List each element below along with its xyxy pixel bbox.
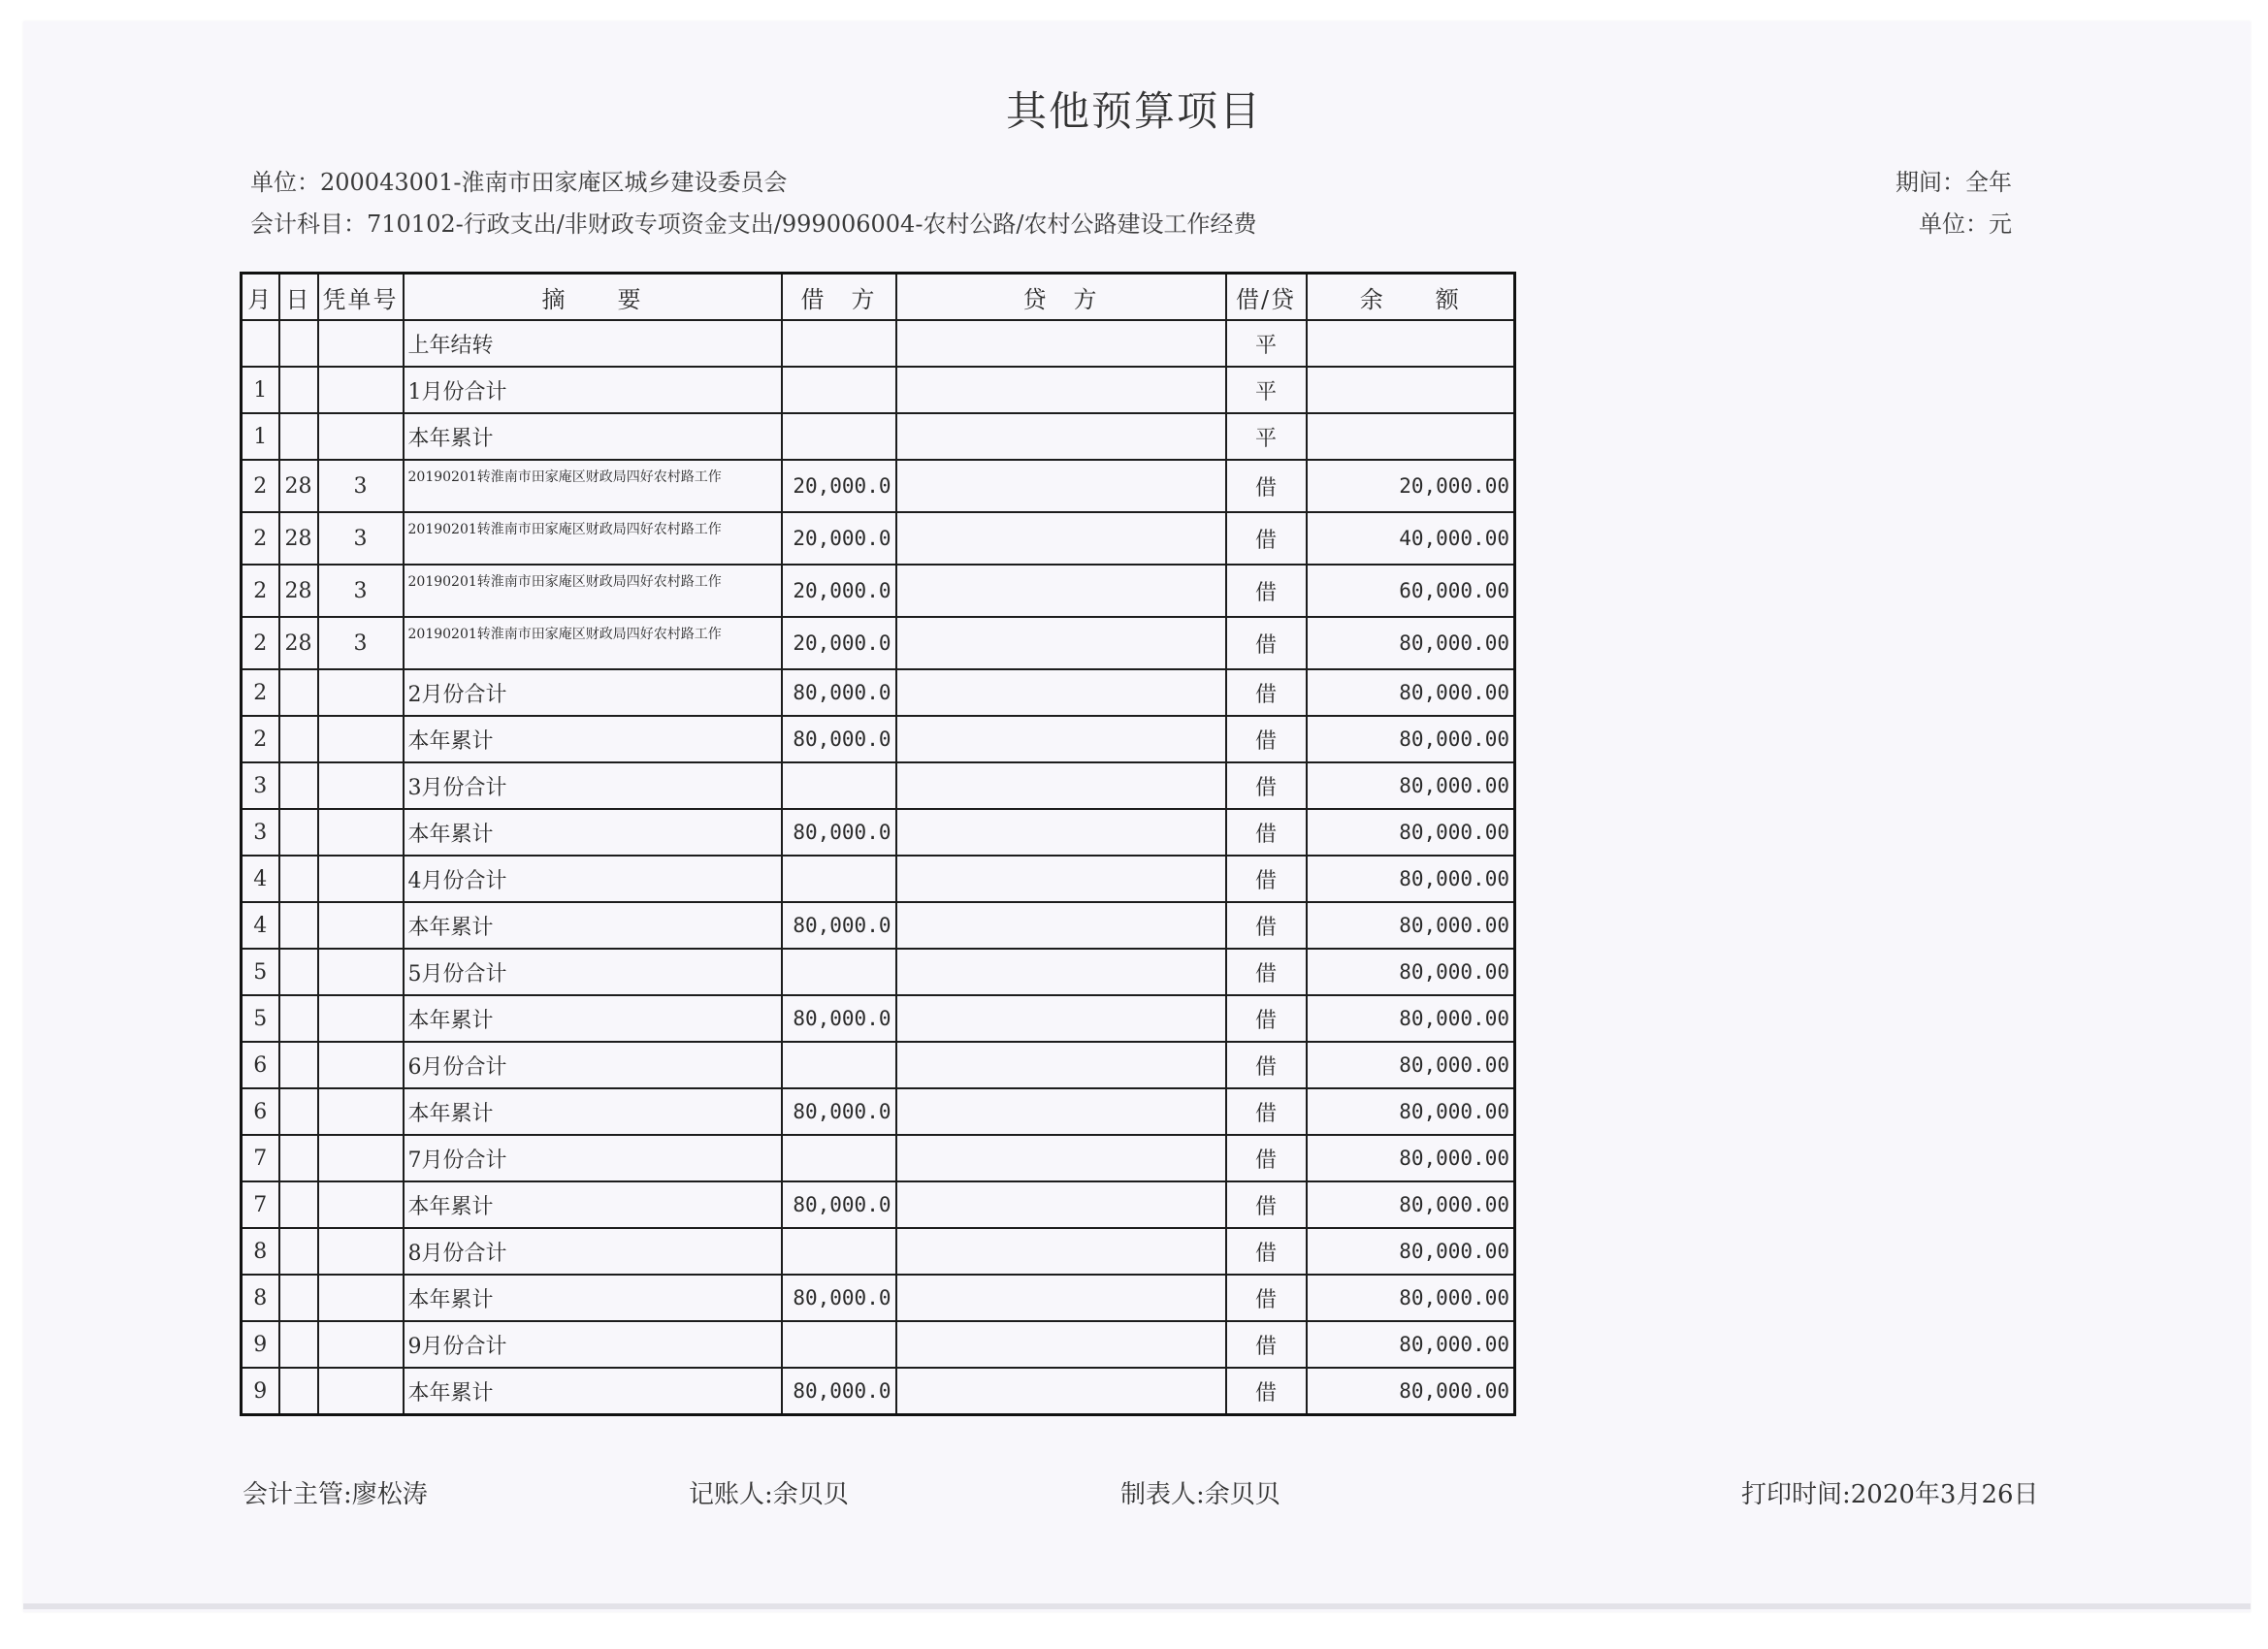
- credit-cell: [896, 1368, 1226, 1415]
- balance-cell: 80,000.00: [1307, 856, 1515, 902]
- summary-cell: 6月份合计: [404, 1042, 782, 1088]
- month-cell: [242, 320, 279, 367]
- voucher-cell: [318, 1275, 404, 1321]
- debit-cell: [782, 413, 896, 460]
- balance-cell: 80,000.00: [1307, 1181, 1515, 1228]
- voucher-cell: [318, 949, 404, 995]
- debit-cell: 80,000.0: [782, 669, 896, 716]
- table-row: [242, 565, 1515, 617]
- debit-cell: 20,000.0: [782, 565, 896, 617]
- summary-cell: 7月份合计: [404, 1135, 782, 1181]
- debit-credit-cell: 平: [1226, 413, 1307, 460]
- credit-cell: [896, 413, 1226, 460]
- voucher-cell: [318, 320, 404, 367]
- debit-credit-cell: 借: [1226, 1228, 1307, 1275]
- summary-cell: 本年累计: [404, 1088, 782, 1135]
- month-cell: 2: [242, 716, 279, 762]
- table-row: [242, 1275, 1515, 1321]
- day-cell: [279, 1321, 318, 1368]
- month-cell: 9: [242, 1321, 279, 1368]
- balance-cell: 80,000.00: [1307, 949, 1515, 995]
- summary-cell: 本年累计: [404, 809, 782, 856]
- table-row: [242, 669, 1515, 716]
- balance-cell: 80,000.00: [1307, 809, 1515, 856]
- print-time: 打印时间:2020年3月26日: [1741, 1480, 2039, 1509]
- day-cell: [279, 856, 318, 902]
- day-cell: [279, 1181, 318, 1228]
- table-row: [242, 1042, 1515, 1088]
- month-cell: 7: [242, 1181, 279, 1228]
- debit-cell: 80,000.0: [782, 1275, 896, 1321]
- balance-cell: 80,000.00: [1307, 1275, 1515, 1321]
- month-cell: 2: [242, 617, 279, 669]
- debit-credit-cell: 借: [1226, 856, 1307, 902]
- summary-cell: 20190201转淮南市田家庵区财政局四好农村路工作: [404, 565, 782, 617]
- debit-credit-cell: 借: [1226, 809, 1307, 856]
- debit-cell: 80,000.0: [782, 902, 896, 949]
- balance-cell: 80,000.00: [1307, 1321, 1515, 1368]
- table-row: [242, 902, 1515, 949]
- balance-cell: 60,000.00: [1307, 565, 1515, 617]
- voucher-cell: [318, 413, 404, 460]
- month-cell: 2: [242, 512, 279, 565]
- month-cell: 8: [242, 1228, 279, 1275]
- header-month: 月: [242, 274, 279, 321]
- summary-cell: 8月份合计: [404, 1228, 782, 1275]
- debit-credit-cell: 借: [1226, 1042, 1307, 1088]
- table-row: [242, 1088, 1515, 1135]
- day-cell: [279, 367, 318, 413]
- debit-cell: [782, 1321, 896, 1368]
- debit-cell: [782, 320, 896, 367]
- summary-cell: 本年累计: [404, 902, 782, 949]
- voucher-cell: [318, 1181, 404, 1228]
- debit-cell: 80,000.0: [782, 716, 896, 762]
- day-cell: [279, 716, 318, 762]
- debit-credit-cell: 借: [1226, 1181, 1307, 1228]
- voucher-cell: [318, 762, 404, 809]
- summary-cell: 20190201转淮南市田家庵区财政局四好农村路工作: [404, 460, 782, 512]
- credit-cell: [896, 367, 1226, 413]
- day-cell: [279, 1088, 318, 1135]
- credit-cell: [896, 1135, 1226, 1181]
- debit-credit-cell: 借: [1226, 1275, 1307, 1321]
- balance-cell: 80,000.00: [1307, 669, 1515, 716]
- balance-cell: 40,000.00: [1307, 512, 1515, 565]
- scan-edge: [23, 1603, 2251, 1609]
- debit-cell: [782, 1228, 896, 1275]
- summary-cell: 本年累计: [404, 995, 782, 1042]
- voucher-cell: [318, 856, 404, 902]
- summary-cell: 本年累计: [404, 413, 782, 460]
- month-cell: 3: [242, 762, 279, 809]
- credit-cell: [896, 1042, 1226, 1088]
- summary-cell: 本年累计: [404, 1181, 782, 1228]
- debit-cell: [782, 1135, 896, 1181]
- table-row: [242, 716, 1515, 762]
- summary-cell: 4月份合计: [404, 856, 782, 902]
- table-row: [242, 617, 1515, 669]
- debit-credit-cell: 借: [1226, 1088, 1307, 1135]
- credit-cell: [896, 1321, 1226, 1368]
- header-debit: 借 方: [782, 274, 896, 321]
- header-day: 日: [279, 274, 318, 321]
- debit-credit-cell: 借: [1226, 1368, 1307, 1415]
- summary-cell: 20190201转淮南市田家庵区财政局四好农村路工作: [404, 617, 782, 669]
- month-cell: 4: [242, 902, 279, 949]
- summary-cell: 2月份合计: [404, 669, 782, 716]
- unit-line: 单位：200043001-淮南市田家庵区城乡建设委员会: [250, 169, 788, 196]
- balance-cell: 80,000.00: [1307, 716, 1515, 762]
- voucher-cell: [318, 902, 404, 949]
- balance-cell: 80,000.00: [1307, 617, 1515, 669]
- table-row: [242, 809, 1515, 856]
- credit-cell: [896, 669, 1226, 716]
- credit-cell: [896, 320, 1226, 367]
- day-cell: 28: [279, 565, 318, 617]
- summary-cell: 9月份合计: [404, 1321, 782, 1368]
- debit-credit-cell: 借: [1226, 565, 1307, 617]
- credit-cell: [896, 995, 1226, 1042]
- credit-cell: [896, 1228, 1226, 1275]
- summary-cell: 5月份合计: [404, 949, 782, 995]
- credit-cell: [896, 762, 1226, 809]
- debit-credit-cell: 借: [1226, 1135, 1307, 1181]
- account-subject-line: 会计科目：710102-行政支出/非财政专项资金支出/999006004-农村公路/农村公路建设工作经费: [250, 210, 1257, 238]
- month-cell: 2: [242, 565, 279, 617]
- day-cell: [279, 995, 318, 1042]
- month-cell: 5: [242, 995, 279, 1042]
- voucher-cell: [318, 809, 404, 856]
- preparer: 制表人:余贝贝: [1120, 1480, 1280, 1509]
- credit-cell: [896, 809, 1226, 856]
- voucher-cell: [318, 1135, 404, 1181]
- debit-credit-cell: 借: [1226, 617, 1307, 669]
- month-cell: 2: [242, 669, 279, 716]
- credit-cell: [896, 512, 1226, 565]
- debit-credit-cell: 借: [1226, 949, 1307, 995]
- table-row: [242, 1321, 1515, 1368]
- credit-cell: [896, 1088, 1226, 1135]
- balance-cell: 80,000.00: [1307, 1228, 1515, 1275]
- day-cell: [279, 1228, 318, 1275]
- bookkeeper: 记账人:余贝贝: [689, 1480, 849, 1509]
- day-cell: [279, 413, 318, 460]
- day-cell: [279, 949, 318, 995]
- ledger-body: [242, 320, 1515, 1415]
- debit-credit-cell: 借: [1226, 460, 1307, 512]
- voucher-cell: [318, 1368, 404, 1415]
- table-row: [242, 512, 1515, 565]
- debit-cell: 80,000.0: [782, 1088, 896, 1135]
- page-title: 其他预算项目: [1005, 87, 1262, 135]
- summary-cell: 1月份合计: [404, 367, 782, 413]
- table-row: [242, 367, 1515, 413]
- balance-cell: 80,000.00: [1307, 1135, 1515, 1181]
- debit-cell: 80,000.0: [782, 1181, 896, 1228]
- debit-credit-cell: 借: [1226, 1321, 1307, 1368]
- debit-cell: [782, 762, 896, 809]
- accounting-supervisor: 会计主管:廖松涛: [243, 1480, 428, 1509]
- credit-cell: [896, 902, 1226, 949]
- debit-cell: 80,000.0: [782, 995, 896, 1042]
- table-row: [242, 1228, 1515, 1275]
- month-cell: 6: [242, 1042, 279, 1088]
- voucher-cell: [318, 995, 404, 1042]
- table-row: [242, 1135, 1515, 1181]
- balance-cell: 80,000.00: [1307, 762, 1515, 809]
- voucher-cell: [318, 1228, 404, 1275]
- day-cell: [279, 809, 318, 856]
- table-row: [242, 320, 1515, 367]
- balance-cell: 80,000.00: [1307, 995, 1515, 1042]
- balance-cell: 80,000.00: [1307, 902, 1515, 949]
- day-cell: [279, 902, 318, 949]
- day-cell: 28: [279, 512, 318, 565]
- debit-cell: 20,000.0: [782, 460, 896, 512]
- debit-credit-cell: 平: [1226, 320, 1307, 367]
- table-row: [242, 949, 1515, 995]
- credit-cell: [896, 617, 1226, 669]
- day-cell: [279, 1275, 318, 1321]
- balance-cell: 80,000.00: [1307, 1088, 1515, 1135]
- month-cell: 2: [242, 460, 279, 512]
- credit-cell: [896, 856, 1226, 902]
- day-cell: [279, 1042, 318, 1088]
- table-row: [242, 762, 1515, 809]
- summary-cell: 本年累计: [404, 716, 782, 762]
- summary-cell: 本年累计: [404, 1368, 782, 1415]
- credit-cell: [896, 565, 1226, 617]
- voucher-cell: [318, 716, 404, 762]
- credit-cell: [896, 1181, 1226, 1228]
- debit-credit-cell: 平: [1226, 367, 1307, 413]
- debit-credit-cell: 借: [1226, 669, 1307, 716]
- voucher-cell: [318, 1321, 404, 1368]
- header-balance: 余 额: [1307, 274, 1515, 321]
- month-cell: 8: [242, 1275, 279, 1321]
- balance-cell: [1307, 367, 1515, 413]
- month-cell: 1: [242, 367, 279, 413]
- voucher-cell: 3: [318, 565, 404, 617]
- debit-credit-cell: 借: [1226, 762, 1307, 809]
- voucher-cell: 3: [318, 512, 404, 565]
- balance-cell: 80,000.00: [1307, 1368, 1515, 1415]
- table-row: [242, 460, 1515, 512]
- header-voucher: 凭单号: [318, 274, 404, 321]
- month-cell: 5: [242, 949, 279, 995]
- summary-cell: 本年累计: [404, 1275, 782, 1321]
- day-cell: [279, 669, 318, 716]
- header-summary: 摘 要: [404, 274, 782, 321]
- balance-cell: [1307, 413, 1515, 460]
- table-header-row: [242, 274, 1515, 321]
- balance-cell: [1307, 320, 1515, 367]
- day-cell: 28: [279, 460, 318, 512]
- balance-cell: 20,000.00: [1307, 460, 1515, 512]
- table-row: [242, 995, 1515, 1042]
- voucher-cell: [318, 367, 404, 413]
- month-cell: 6: [242, 1088, 279, 1135]
- voucher-cell: 3: [318, 460, 404, 512]
- day-cell: [279, 320, 318, 367]
- table-row: [242, 856, 1515, 902]
- day-cell: [279, 1368, 318, 1415]
- month-cell: 3: [242, 809, 279, 856]
- debit-credit-cell: 借: [1226, 512, 1307, 565]
- month-cell: 7: [242, 1135, 279, 1181]
- debit-cell: [782, 1042, 896, 1088]
- table-row: [242, 1181, 1515, 1228]
- debit-cell: 80,000.0: [782, 809, 896, 856]
- voucher-cell: [318, 669, 404, 716]
- summary-cell: 20190201转淮南市田家庵区财政局四好农村路工作: [404, 512, 782, 565]
- summary-cell: 3月份合计: [404, 762, 782, 809]
- voucher-cell: [318, 1042, 404, 1088]
- day-cell: 28: [279, 617, 318, 669]
- debit-credit-cell: 借: [1226, 995, 1307, 1042]
- debit-cell: 80,000.0: [782, 1368, 896, 1415]
- day-cell: [279, 762, 318, 809]
- table-row: [242, 1368, 1515, 1415]
- debit-cell: [782, 949, 896, 995]
- ledger-table: [240, 272, 1516, 1416]
- month-cell: 4: [242, 856, 279, 902]
- credit-cell: [896, 1275, 1226, 1321]
- day-cell: [279, 1135, 318, 1181]
- debit-cell: 20,000.0: [782, 512, 896, 565]
- summary-cell: 上年结转: [404, 320, 782, 367]
- debit-credit-cell: 借: [1226, 716, 1307, 762]
- credit-cell: [896, 716, 1226, 762]
- voucher-cell: 3: [318, 617, 404, 669]
- credit-cell: [896, 460, 1226, 512]
- voucher-cell: [318, 1088, 404, 1135]
- header-debit-credit: 借/贷: [1226, 274, 1307, 321]
- debit-cell: 20,000.0: [782, 617, 896, 669]
- month-cell: 1: [242, 413, 279, 460]
- period-label: 期间：全年: [1895, 169, 2012, 196]
- header-credit: 贷 方: [896, 274, 1226, 321]
- table-row: [242, 413, 1515, 460]
- currency-unit-label: 单位：元: [1919, 210, 2012, 238]
- debit-cell: [782, 856, 896, 902]
- credit-cell: [896, 949, 1226, 995]
- debit-cell: [782, 367, 896, 413]
- month-cell: 9: [242, 1368, 279, 1415]
- debit-credit-cell: 借: [1226, 902, 1307, 949]
- balance-cell: 80,000.00: [1307, 1042, 1515, 1088]
